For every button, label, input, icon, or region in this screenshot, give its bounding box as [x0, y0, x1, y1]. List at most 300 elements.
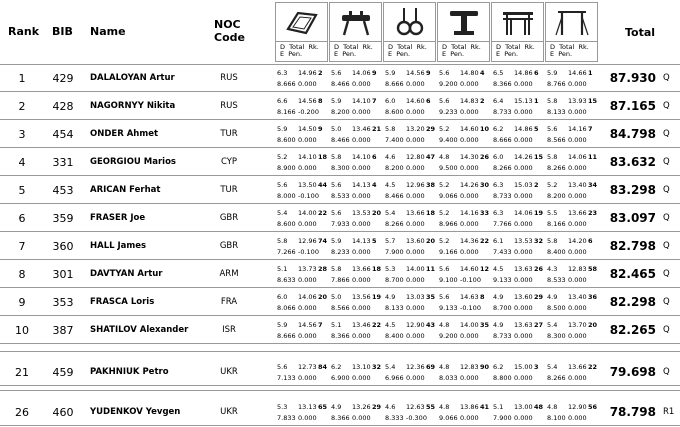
athlete-name: YUDENKOV Yevgen: [90, 407, 181, 417]
d-score: 5.6: [331, 69, 342, 77]
penalty: 0.000: [460, 414, 479, 422]
e-score: 7.433: [493, 248, 512, 256]
bib-cell: 453: [52, 184, 74, 197]
d-score: 4.8: [439, 363, 450, 371]
total-score-app: 14.10: [352, 97, 371, 105]
total-score-app: 15.03: [514, 181, 533, 189]
total-score-app: 13.86: [460, 403, 479, 411]
subheader-line1: D Total Rk.: [550, 43, 589, 51]
total-score-app: 14.66: [568, 69, 587, 77]
apparatus-score: [329, 399, 382, 423]
subheader-line2: E Pen.: [496, 50, 519, 58]
total-score-app: 12.63: [406, 403, 425, 411]
rank-app: 3: [534, 363, 539, 371]
total-score-app: 13.53: [514, 237, 533, 245]
penalty: 0.000: [352, 414, 371, 422]
d-score: 5.4: [547, 321, 558, 329]
rank-cell: 1: [18, 72, 26, 85]
e-score: 7.900: [385, 248, 404, 256]
row-divider: [0, 91, 680, 92]
e-score: 8.666: [493, 136, 512, 144]
e-score: 9.500: [439, 164, 458, 172]
penalty: 0.000: [514, 108, 533, 116]
penalty: 0.000: [406, 164, 425, 172]
apparatus-header-5: [545, 2, 598, 42]
total-score: 83.632: [609, 155, 656, 169]
penalty: 0.000: [514, 276, 533, 284]
penalty: 0.000: [406, 332, 425, 340]
penalty: 0.000: [568, 192, 587, 200]
total-score-app: 12.73: [298, 363, 317, 371]
apparatus-header-1: [329, 2, 382, 42]
e-score: 8.100: [547, 414, 566, 422]
apparatus-header-3: [437, 2, 490, 42]
qualification-status: Q: [663, 157, 670, 167]
total-score-app: 14.00: [460, 321, 479, 329]
penalty: 0.000: [298, 136, 317, 144]
e-score: 8.266: [493, 164, 512, 172]
rank-app: 7: [372, 97, 377, 105]
e-score: 8.700: [493, 304, 512, 312]
e-score: 8.333: [385, 414, 404, 422]
total-score-app: 14.56: [298, 321, 317, 329]
e-score: 8.400: [385, 332, 404, 340]
penalty: 0.000: [460, 164, 479, 172]
rank-app: 6: [372, 153, 377, 161]
total-score-app: 13.60: [406, 237, 425, 245]
e-score: 9.066: [439, 192, 458, 200]
apparatus-subheader: [275, 42, 328, 62]
apparatus-score: [329, 289, 382, 313]
apparatus-score: [383, 177, 436, 201]
e-score: 9.200: [439, 332, 458, 340]
penalty: -0.200: [298, 108, 319, 116]
e-score: 7.833: [277, 414, 296, 422]
total-score-app: 14.30: [460, 153, 479, 161]
rank-cell: 10: [15, 324, 29, 337]
rank-app: 9: [372, 69, 377, 77]
qualification-status: R1: [663, 407, 675, 417]
apparatus-score: [437, 261, 490, 285]
d-score: 4.9: [493, 321, 504, 329]
total-score-app: 14.63: [460, 293, 479, 301]
apparatus-score: [437, 317, 490, 341]
noc-code: UKR: [220, 367, 238, 377]
total-score-app: 13.40: [568, 181, 587, 189]
d-score: 5.6: [331, 181, 342, 189]
d-score: 5.6: [277, 363, 288, 371]
rank-app: 28: [318, 265, 328, 273]
total-score: 87.930: [609, 71, 656, 85]
bib-cell: 331: [52, 156, 74, 169]
d-score: 5.8: [331, 153, 342, 161]
e-score: 8.733: [493, 192, 512, 200]
noc-code: UKR: [220, 407, 238, 417]
apparatus-score: [383, 233, 436, 257]
d-score: 5.2: [439, 237, 450, 245]
rank-app: 4: [480, 69, 485, 77]
rank-app: 20: [318, 293, 328, 301]
e-score: 8.200: [385, 164, 404, 172]
rank-app: 5: [534, 125, 539, 133]
total-score-app: 12.36: [406, 363, 425, 371]
rank-app: 47: [426, 153, 436, 161]
e-score: 9.233: [439, 108, 458, 116]
penalty: 0.000: [298, 80, 317, 88]
penalty: 0.000: [568, 374, 587, 382]
total-score-app: 13.46: [352, 125, 371, 133]
total-score-app: 13.26: [352, 403, 371, 411]
apparatus-score: [383, 65, 436, 89]
d-score: 6.0: [385, 97, 396, 105]
rank-app: 35: [426, 293, 436, 301]
total-score-app: 13.63: [514, 321, 533, 329]
total-score-app: 14.06: [514, 209, 533, 217]
d-score: 5.6: [439, 97, 450, 105]
penalty: 0.000: [406, 248, 425, 256]
athlete-name: HALL James: [90, 241, 147, 251]
e-score: 8.700: [385, 276, 404, 284]
penalty: -0.100: [298, 192, 319, 200]
d-score: 5.9: [277, 125, 288, 133]
d-score: 5.9: [547, 69, 558, 77]
penalty: 0.000: [352, 164, 371, 172]
bib-header: BIB: [52, 25, 73, 38]
e-score: 8.166: [547, 220, 566, 228]
rank-app: 26: [534, 265, 544, 273]
e-score: 8.900: [277, 164, 296, 172]
d-score: 5.4: [547, 363, 558, 371]
penalty: 0.000: [568, 80, 587, 88]
rank-app: 43: [426, 321, 436, 329]
apparatus-subheader: [383, 42, 436, 62]
rank-app: 15: [588, 97, 598, 105]
e-score: 9.166: [439, 248, 458, 256]
rank-app: 65: [318, 403, 328, 411]
e-score: 8.633: [277, 276, 296, 284]
total-score-app: 12.83: [568, 265, 587, 273]
subheader-line1: D Total Rk.: [496, 43, 535, 51]
rank-cell: 21: [15, 366, 29, 379]
rank-cell: 4: [18, 156, 26, 169]
d-score: 6.4: [493, 97, 504, 105]
d-score: 5.2: [277, 153, 288, 161]
d-score: 5.4: [277, 209, 288, 217]
d-score: 6.6: [277, 97, 288, 105]
d-score: 4.9: [385, 293, 396, 301]
e-score: 9.400: [439, 136, 458, 144]
d-score: 5.6: [277, 181, 288, 189]
penalty: 0.000: [298, 164, 317, 172]
d-score: 5.8: [385, 125, 396, 133]
noc-code: GBR: [219, 213, 239, 223]
d-score: 6.0: [277, 293, 288, 301]
apparatus-subheader: [437, 42, 490, 62]
qualification-status: Q: [663, 325, 670, 335]
rank-app: 90: [480, 363, 490, 371]
qualification-status: Q: [663, 269, 670, 279]
apparatus-score: [329, 93, 382, 117]
rank-app: 22: [480, 237, 490, 245]
apparatus-score: [437, 65, 490, 89]
total-score-app: 14.83: [460, 97, 479, 105]
penalty: 0.000: [514, 80, 533, 88]
apparatus-score: [329, 121, 382, 145]
apparatus-header-0: [275, 2, 328, 42]
d-score: 5.1: [277, 265, 288, 273]
rank-app: 6: [534, 69, 539, 77]
penalty: 0.000: [406, 374, 425, 382]
section-divider: [0, 351, 680, 352]
apparatus-score: [491, 359, 544, 383]
rank-app: 5: [372, 237, 377, 245]
penalty: 0.000: [352, 220, 371, 228]
d-score: 5.0: [331, 293, 342, 301]
d-score: 4.9: [547, 293, 558, 301]
d-score: 4.6: [385, 153, 396, 161]
penalty: 0.000: [352, 276, 371, 284]
penalty: 0.000: [514, 414, 533, 422]
apparatus-score: [437, 93, 490, 117]
total-score-app: 14.06: [298, 293, 317, 301]
apparatus-score: [437, 233, 490, 257]
e-score: 7.400: [385, 136, 404, 144]
table-row: [0, 359, 680, 385]
athlete-name: ONDER Ahmet: [90, 129, 159, 139]
penalty: 0.000: [406, 276, 425, 284]
penalty: 0.000: [514, 136, 533, 144]
apparatus-score: [545, 121, 598, 145]
total-score-app: 13.53: [352, 209, 371, 217]
apparatus-score: [437, 399, 490, 423]
apparatus-score: [383, 317, 436, 341]
apparatus-score: [437, 289, 490, 313]
rank-app: 33: [480, 209, 490, 217]
apparatus-score: [275, 205, 328, 229]
d-score: 4.8: [439, 321, 450, 329]
apparatus-score: [437, 205, 490, 229]
apparatus-score: [491, 121, 544, 145]
rank-cell: 26: [15, 406, 29, 419]
penalty: 0.000: [460, 220, 479, 228]
apparatus-score: [329, 317, 382, 341]
total-score-app: 14.06: [352, 69, 371, 77]
e-score: 8.300: [547, 332, 566, 340]
total-score-app: 13.00: [514, 403, 533, 411]
rank-app: 15: [534, 153, 544, 161]
e-score: 8.366: [493, 80, 512, 88]
table-row: [0, 93, 680, 119]
total-score-app: 13.03: [406, 293, 425, 301]
rank-app: 34: [588, 181, 598, 189]
penalty: 0.000: [352, 108, 371, 116]
e-score: 8.766: [547, 80, 566, 88]
rank-app: 69: [426, 363, 436, 371]
noc-code: GBR: [219, 241, 239, 251]
total-score-app: 14.36: [460, 237, 479, 245]
d-score: 4.3: [547, 265, 558, 273]
d-score: 5.8: [547, 97, 558, 105]
row-divider: [0, 425, 680, 426]
subheader-line2: E Pen.: [334, 50, 357, 58]
noc-code: ISR: [222, 325, 236, 335]
bib-cell: 429: [52, 72, 74, 85]
apparatus-score: [383, 289, 436, 313]
e-score: 8.133: [385, 304, 404, 312]
table-row: [0, 205, 680, 231]
rank-app: 20: [588, 321, 598, 329]
qualification-status: Q: [663, 367, 670, 377]
penalty: 0.000: [514, 220, 533, 228]
penalty: 0.000: [298, 220, 317, 228]
table-row: [0, 233, 680, 259]
rank-app: 74: [318, 237, 328, 245]
e-score: 8.266: [547, 374, 566, 382]
total-score: 87.165: [609, 99, 656, 113]
apparatus-score: [329, 65, 382, 89]
rank-app: 2: [534, 181, 539, 189]
subheader-line1: D Total Rk.: [388, 43, 427, 51]
penalty: 0.000: [568, 136, 587, 144]
d-score: 6.0: [493, 153, 504, 161]
apparatus-score: [491, 205, 544, 229]
e-score: 8.800: [493, 374, 512, 382]
total-score: 82.465: [609, 267, 656, 281]
total-score: 78.798: [609, 405, 656, 419]
row-divider: [0, 385, 680, 386]
d-score: 6.3: [493, 181, 504, 189]
rank-app: 58: [588, 265, 598, 273]
apparatus-score: [383, 205, 436, 229]
e-score: 8.300: [331, 164, 350, 172]
d-score: 5.9: [277, 321, 288, 329]
e-score: 8.500: [547, 304, 566, 312]
e-score: 6.966: [385, 374, 404, 382]
total-score: 82.798: [609, 239, 656, 253]
apparatus-score: [491, 177, 544, 201]
apparatus-score: [437, 149, 490, 173]
d-score: 4.5: [385, 321, 396, 329]
e-score: 8.533: [331, 192, 350, 200]
qualification-status: Q: [663, 213, 670, 223]
total-score-app: 14.06: [568, 153, 587, 161]
apparatus-score: [275, 399, 328, 423]
d-score: 5.2: [439, 209, 450, 217]
noc-code: RUS: [220, 73, 238, 83]
penalty: 0.000: [406, 192, 425, 200]
apparatus-score: [383, 93, 436, 117]
total-score-app: 14.86: [514, 125, 533, 133]
penalty: 0.000: [514, 304, 533, 312]
row-divider: [0, 147, 680, 148]
qualification-status: Q: [663, 129, 670, 139]
penalty: 0.000: [406, 108, 425, 116]
bib-cell: 301: [52, 268, 74, 281]
rank-app: 9: [318, 125, 323, 133]
d-score: 5.8: [547, 237, 558, 245]
penalty: 0.000: [460, 192, 479, 200]
penalty: 0.000: [568, 276, 587, 284]
rank-app: 22: [318, 209, 328, 217]
rank-cell: 3: [18, 128, 26, 141]
penalty: 0.000: [514, 192, 533, 200]
total-score-app: 14.00: [298, 209, 317, 217]
apparatus-score: [383, 121, 436, 145]
rank-app: 44: [318, 181, 328, 189]
d-score: 5.6: [439, 293, 450, 301]
d-score: 6.3: [493, 209, 504, 217]
table-row: [0, 177, 680, 203]
total-score-app: 14.00: [406, 265, 425, 273]
table-row: [0, 317, 680, 343]
e-score: 8.233: [331, 248, 350, 256]
e-score: 8.666: [385, 80, 404, 88]
total-score-app: 13.50: [298, 181, 317, 189]
penalty: 0.000: [460, 136, 479, 144]
apparatus-score: [275, 65, 328, 89]
noc-code: TUR: [220, 129, 238, 139]
apparatus-score: [545, 399, 598, 423]
bib-cell: 359: [52, 212, 74, 225]
rank-app: 29: [372, 403, 382, 411]
total-score-app: 13.93: [568, 97, 587, 105]
total-score-app: 13.66: [568, 209, 587, 217]
rank-app: 21: [372, 125, 382, 133]
total-score-app: 14.96: [298, 69, 317, 77]
apparatus-score: [491, 399, 544, 423]
total-score-app: 14.60: [460, 125, 479, 133]
table-row: [0, 399, 680, 425]
total-score-app: 14.50: [298, 125, 317, 133]
apparatus-score: [275, 177, 328, 201]
penalty: 0.000: [568, 414, 587, 422]
e-score: 8.600: [385, 108, 404, 116]
penalty: 0.000: [352, 80, 371, 88]
d-score: 6.2: [331, 363, 342, 371]
rank-app: 20: [426, 237, 436, 245]
apparatus-score: [491, 261, 544, 285]
d-score: 5.1: [493, 403, 504, 411]
apparatus-score: [275, 149, 328, 173]
rank-app: 22: [372, 321, 382, 329]
rank-app: 22: [588, 363, 598, 371]
rank-app: 11: [426, 265, 436, 273]
d-score: 5.9: [331, 97, 342, 105]
rank-app: 41: [480, 403, 490, 411]
total-score: 83.097: [609, 211, 656, 225]
rank-app: 1: [534, 97, 539, 105]
total-score-app: 13.20: [406, 125, 425, 133]
d-score: 5.8: [277, 237, 288, 245]
total-score-app: 14.56: [406, 69, 425, 77]
total-score-app: 14.80: [460, 69, 479, 77]
d-score: 5.7: [385, 237, 396, 245]
section-divider: [0, 390, 680, 391]
e-score: 6.900: [331, 374, 350, 382]
apparatus-score: [329, 261, 382, 285]
penalty: 0.000: [352, 136, 371, 144]
row-divider: [0, 175, 680, 176]
table-row: [0, 65, 680, 91]
d-score: 5.0: [331, 125, 342, 133]
e-score: 8.066: [277, 304, 296, 312]
d-score: 5.2: [439, 125, 450, 133]
e-score: 8.166: [277, 108, 296, 116]
rank-cell: 8: [18, 268, 26, 281]
total-score-app: 13.73: [298, 265, 317, 273]
e-score: 8.733: [493, 332, 512, 340]
rank-app: 8: [318, 97, 323, 105]
